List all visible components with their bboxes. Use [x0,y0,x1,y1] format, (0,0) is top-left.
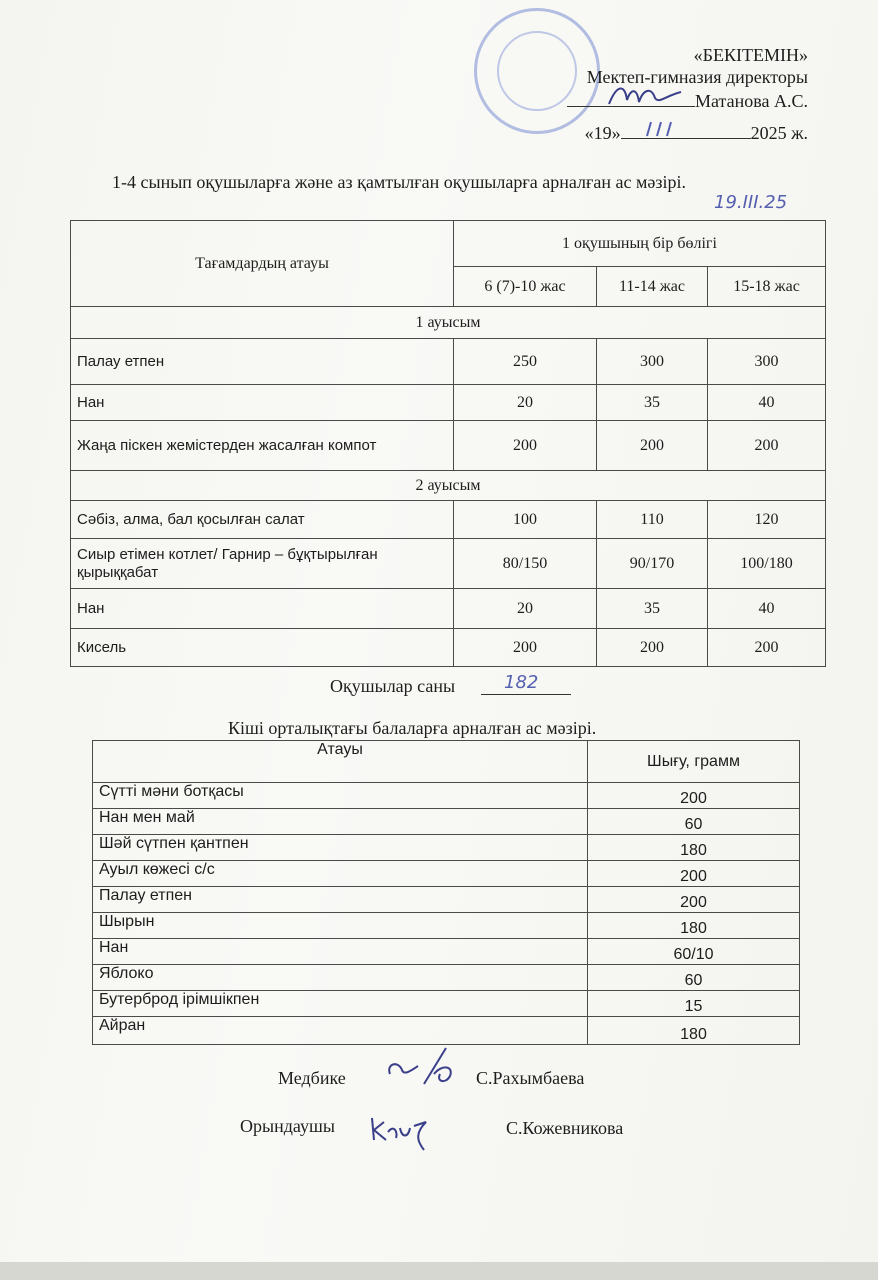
table-row [71,501,826,539]
row-value: 35 [597,589,708,629]
row-value: 40 [708,385,826,421]
row-value: 180 [588,835,800,861]
students-count-value: 182 [504,672,539,693]
row-value: 200 [454,629,597,667]
row-name: Сиыр етімен котлет/ Гарнир – бұқтырылған қырыққабат [71,539,454,589]
executor-signature [368,1110,438,1156]
row-name: Яблоко [93,965,588,991]
main-menu-table [70,220,826,667]
nurse-label: Медбике [278,1068,346,1088]
nurse-name: С.Рахымбаева [476,1068,585,1088]
row-name: Нан [93,939,588,965]
executor-label: Орындаушы [240,1116,335,1136]
students-count-label: Оқушылар саны [330,676,456,696]
row-name: Сәбіз, алма, бал қосылған салат [71,501,454,539]
table-row [93,913,800,939]
col-header-yield: Шығу, грамм [588,741,800,783]
row-value: 35 [597,385,708,421]
row-value: 300 [708,339,826,385]
page-edge [0,1262,878,1280]
row-value: 200 [588,783,800,809]
date-month-line [621,124,751,139]
row-value: 60/10 [588,939,800,965]
executor-name: С.Кожевникова [506,1118,624,1138]
row-name: Кисель [71,629,454,667]
row-name: Шәй сүтпен қантпен [93,835,588,861]
row-value: 250 [454,339,597,385]
date-day: «19» [584,123,621,143]
row-name: Палау етпен [71,339,454,385]
students-count-line [481,694,571,695]
row-value: 60 [588,965,800,991]
small-center-title: Кіші орталықтағы балаларға арналған ас мәзірі. [228,718,597,738]
director-signature [605,80,685,110]
row-name: Ауыл көжесі с/с [93,861,588,887]
row-value: 200 [588,861,800,887]
table-row [93,809,800,835]
row-value: 20 [454,589,597,629]
col-header-portion: 1 оқушының бір бөлігі [454,221,826,267]
table-row [71,339,826,385]
col-header-age-1: 6 (7)-10 жас [454,267,597,307]
col-header-age-2: 11-14 жас [597,267,708,307]
row-value: 100 [454,501,597,539]
table-row [93,835,800,861]
table-row [71,385,826,421]
col-header-name: Атауы [93,741,588,783]
table-row [93,939,800,965]
row-name: Жаңа піскен жемістерден жасалған компот [71,421,454,471]
table-row [93,887,800,913]
date-year: 2025 ж. [750,123,808,143]
col-header-age-3: 15-18 жас [708,267,826,307]
row-value: 80/150 [454,539,597,589]
row-value: 20 [454,385,597,421]
menu-title: 1-4 сынып оқушыларға және аз қамтылған оқушыларға арналған ас мәзірі. [112,172,686,192]
row-value: 200 [597,629,708,667]
nurse-signature [384,1044,474,1090]
approval-name-line [567,90,808,112]
row-value: 110 [597,501,708,539]
row-value: 40 [708,589,826,629]
row-name: Нан мен май [93,809,588,835]
row-name: Шырын [93,913,588,939]
director-name: Матанова А.С. [695,91,808,111]
table-row [71,629,826,667]
row-value: 200 [708,629,826,667]
table-row [93,965,800,991]
school-stamp [474,8,600,134]
director-signature-line [567,90,695,107]
row-name: Палау етпен [93,887,588,913]
table-row [71,421,826,471]
row-name: Айран [93,1017,588,1045]
table-row [93,991,800,1017]
approval-date [585,122,808,144]
shift-2-title: 2 ауысым [71,471,826,501]
small-center-table [92,740,800,1045]
row-value: 200 [708,421,826,471]
row-value: 120 [708,501,826,539]
table-row [93,1017,800,1045]
row-name: Бутерброд ірімшікпен [93,991,588,1017]
table-row [71,539,826,589]
row-value: 300 [597,339,708,385]
row-name: Нан [71,385,454,421]
row-value: 100/180 [708,539,826,589]
row-value: 15 [588,991,800,1017]
row-value: 90/170 [597,539,708,589]
handwritten-date: 19.III.25 [714,192,788,213]
table-row [71,589,826,629]
shift-1-title: 1 ауысым [71,307,826,339]
row-value: 180 [588,913,800,939]
table-row [93,783,800,809]
date-month-handwritten [643,120,679,138]
row-value: 60 [588,809,800,835]
col-header-name: Тағамдардың атауы [71,221,454,307]
row-name: Сүтті мәни ботқасы [93,783,588,809]
row-value: 180 [588,1017,800,1045]
approval-position: Мектеп-гимназия директоры [586,67,808,87]
row-value: 200 [588,887,800,913]
row-value: 200 [454,421,597,471]
approval-heading: «БЕКІТЕМІН» [693,45,808,65]
row-name: Нан [71,589,454,629]
row-value: 200 [597,421,708,471]
table-row [93,861,800,887]
